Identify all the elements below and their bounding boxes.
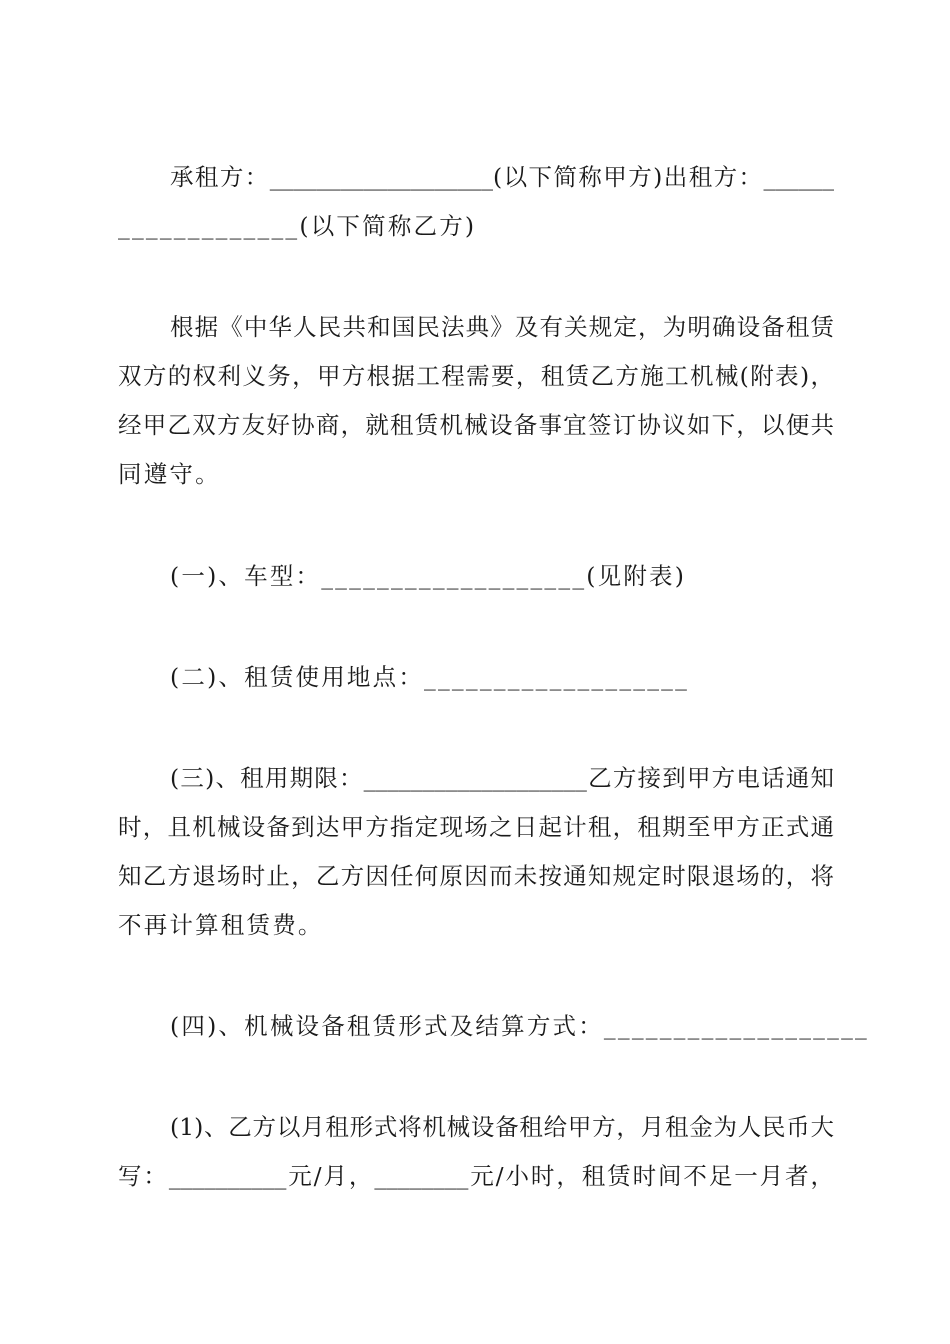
preamble-line-1: 根据《中华人民共和国民法典》及有关规定，为明确设备租赁 [170,313,834,341]
clause-3-line-2: 时，且机械设备到达甲方指定现场之日起计租，租期至甲方正式通 [118,813,834,841]
preamble-line-4: 同遵守。 [118,460,221,488]
party-lessor-line: _____________(以下简称乙方) [118,212,477,240]
preamble-line-3: 经甲乙双方友好协商，就租赁机械设备事宜签订协议如下，以便共 [118,411,834,439]
clause-2-location: (二)、租赁使用地点：___________________ [170,663,690,691]
clause-3-line-4: 不再计算租赁费。 [118,911,324,939]
clause-3-line-3: 知乙方退场时止，乙方因任何原因而未按通知规定时限退场的，将 [118,862,834,890]
clause-3-line-1: (三)、租用期限：___________________乙方接到甲方电话通知 [170,764,834,792]
clause-4-1-line-2: 写：__________元/月，________元/小时，租赁时间不足一月者， [118,1162,834,1190]
party-lessee-line: 承租方：___________________(以下简称甲方)出租方：______ [170,163,834,191]
clause-4-1-line-1: (1)、乙方以月租形式将机械设备租给甲方，月租金为人民币大 [170,1113,834,1141]
clause-4-settlement: (四)、机械设备租赁形式及结算方式：___________________ [170,1012,869,1040]
clause-1-vehicle-type: (一)、车型：___________________(见附表) [170,562,687,590]
preamble-line-2: 双方的权利义务，甲方根据工程需要，租赁乙方施工机械(附表)， [118,362,834,390]
